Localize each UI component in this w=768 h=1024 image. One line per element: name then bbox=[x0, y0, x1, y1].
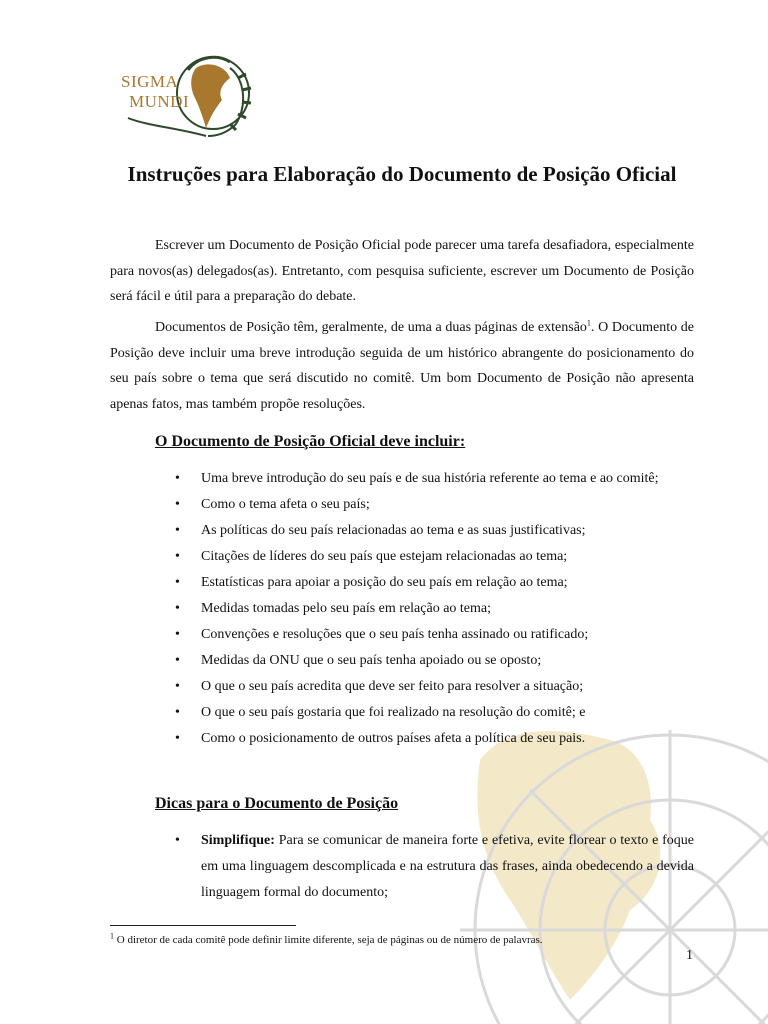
bullet-icon: • bbox=[175, 601, 180, 616]
paragraph-intro: Escrever um Documento de Posição Oficial pode parecer uma tarefa desafiadora, especialmente para novos(as) delegados(as). Entretanto, com pesquisa suficiente, escrever um Documento de Posição será fácil e útil para a preparação do debate. bbox=[110, 238, 694, 304]
tips-list bbox=[155, 828, 694, 906]
bullet-icon: • bbox=[175, 575, 180, 590]
logo-line-2: MUNDI bbox=[129, 92, 190, 111]
list-item bbox=[155, 828, 694, 906]
list-item-text: Medidas da ONU que o seu país tenha apoiado ou se oposto; bbox=[201, 653, 542, 668]
list-item bbox=[155, 700, 694, 726]
footnote-ref[interactable]: 1 bbox=[586, 318, 591, 328]
footnote bbox=[110, 933, 543, 947]
list-item-text: Como o posicionamento de outros países afeta a política de seu pais. bbox=[201, 731, 586, 746]
tip-label: Simplifique: bbox=[201, 833, 275, 848]
list-item-text: Convenções e resoluções que o seu país tenha assinado ou ratificado; bbox=[201, 627, 589, 642]
paragraph-extension-part2: . O Documento de Posição deve incluir uma breve introdução seguida de um histórico abrangente do posicionamento do seu país sobre o tema que será discutido no comitê. Um bom Documento de Posição não apresenta apenas fatos, mas também propõe resoluções. bbox=[110, 320, 694, 412]
footnote-text: O diretor de cada comitê pode definir limite diferente, seja de páginas ou de número de palavras. bbox=[116, 934, 543, 946]
section-heading-tips: Dicas para o Documento de Posição bbox=[155, 795, 399, 812]
bullet-icon: • bbox=[175, 549, 180, 564]
list-item-text: Uma breve introdução do seu país e de sua história referente ao tema e ao comitê; bbox=[201, 471, 659, 486]
logo-line-1: SIGMA bbox=[121, 72, 179, 91]
paragraph-extension bbox=[110, 315, 694, 417]
tip-text: Para se comunicar de maneira forte e efetiva, evite florear o texto e foque em uma linguagem descomplicada e na estrutura das frases, ainda obedecendo a devida linguagem formal do documento; bbox=[201, 833, 694, 900]
list-item-text: Citações de líderes do seu país que estejam relacionadas ao tema; bbox=[201, 549, 568, 564]
footnote-divider bbox=[110, 925, 296, 926]
list-item bbox=[155, 726, 694, 752]
list-item-text: As políticas do seu país relacionadas ao tema e as suas justificativas; bbox=[201, 523, 586, 538]
list-item-text: Medidas tomadas pelo seu país em relação ao tema; bbox=[201, 601, 492, 616]
list-item bbox=[155, 518, 694, 544]
paragraph-extension-part1: Documentos de Posição têm, geralmente, de uma a duas páginas de extensão bbox=[155, 320, 587, 335]
page-title: Instruções para Elaboração do Documento de Posição Oficial bbox=[127, 162, 677, 186]
list-item bbox=[155, 648, 694, 674]
list-item bbox=[155, 596, 694, 622]
list-item bbox=[155, 570, 694, 596]
list-item bbox=[155, 544, 694, 570]
bullet-icon: • bbox=[175, 731, 180, 746]
section-heading-must-include: O Documento de Posição Oficial deve incluir: bbox=[155, 433, 466, 450]
bullet-icon: • bbox=[175, 833, 180, 848]
bullet-icon: • bbox=[175, 627, 180, 642]
bullet-icon: • bbox=[175, 523, 180, 538]
bullet-icon: • bbox=[175, 653, 180, 668]
list-item bbox=[155, 674, 694, 700]
list-item bbox=[155, 466, 694, 492]
list-item-text: O que o seu país gostaria que foi realizado na resolução do comitê; e bbox=[201, 705, 586, 720]
logo-wordmark bbox=[121, 72, 189, 112]
bullet-icon: • bbox=[175, 497, 180, 512]
footnote-marker: 1 bbox=[110, 931, 114, 941]
must-include-list bbox=[155, 466, 694, 752]
list-item bbox=[155, 622, 694, 648]
list-item-text: Como o tema afeta o seu país; bbox=[201, 497, 370, 512]
list-item-text: Estatísticas para apoiar a posição do seu país em relação ao tema; bbox=[201, 575, 568, 590]
bullet-icon: • bbox=[175, 705, 180, 720]
page-number: 1 bbox=[686, 948, 693, 963]
bullet-icon: • bbox=[175, 471, 180, 486]
list-item bbox=[155, 492, 694, 518]
bullet-icon: • bbox=[175, 679, 180, 694]
list-item-text: O que o seu país acredita que deve ser feito para resolver a situação; bbox=[201, 679, 584, 694]
